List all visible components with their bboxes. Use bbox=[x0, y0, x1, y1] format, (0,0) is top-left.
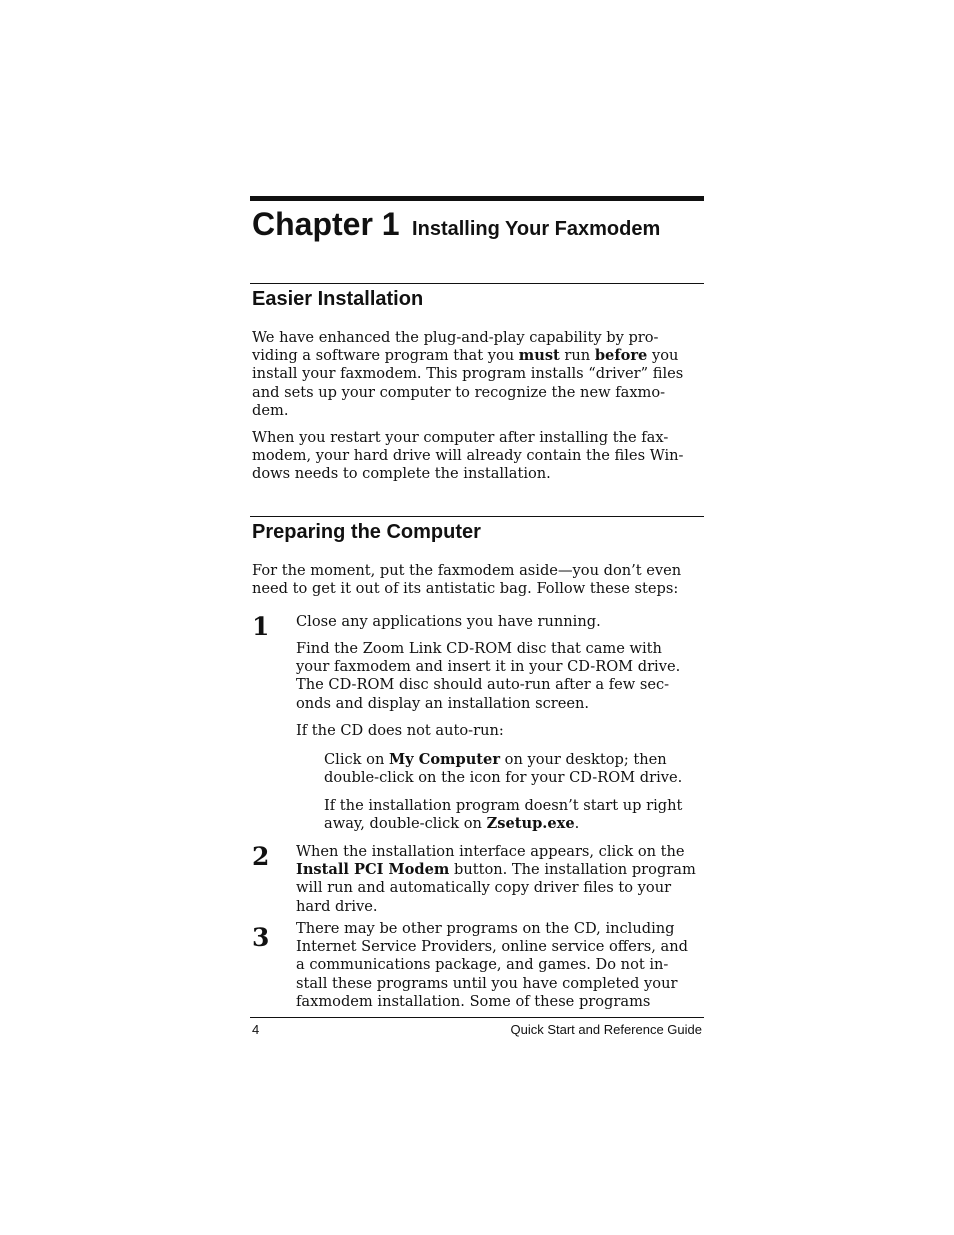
text-line: double-click on the icon for your CD-ROM drive. bbox=[324, 769, 683, 787]
step-text bbox=[296, 843, 696, 916]
section-heading: Easier Installation bbox=[252, 288, 424, 310]
text-line: and sets up your computer to recognize the new faxmo- bbox=[252, 383, 666, 401]
text-line: If the CD does not auto-run: bbox=[296, 722, 504, 739]
text-line: need to get it out of its antistatic bag. Follow these steps: bbox=[252, 580, 679, 598]
text-line: The CD-ROM disc should auto-run after a few sec- bbox=[296, 676, 670, 694]
text-line: If the installation program doesn’t start up right bbox=[324, 797, 683, 814]
text-line: away, double-click on Zsetup.exe. bbox=[324, 815, 580, 833]
step-number: 3 bbox=[252, 923, 270, 952]
text-line: dows needs to complete the installation. bbox=[252, 465, 551, 483]
sub-step-text bbox=[324, 751, 682, 787]
text-line: your faxmodem and insert it in your CD-ROM drive. bbox=[296, 658, 681, 676]
text-line: modem, your hard drive will already contain the files Win- bbox=[252, 447, 684, 465]
text-line: There may be other programs on the CD, including bbox=[296, 920, 675, 937]
text-line: will run and automatically copy driver files to your bbox=[296, 879, 672, 897]
step-number: 1 bbox=[252, 612, 270, 641]
section-heading: Preparing the Computer bbox=[252, 521, 481, 543]
text-line: Click on My Computer on your desktop; then bbox=[324, 751, 667, 768]
running-footer-title: Quick Start and Reference Guide bbox=[510, 1022, 702, 1037]
text-line: When you restart your computer after installing the fax- bbox=[252, 429, 669, 446]
chapter-number: Chapter 1 bbox=[252, 206, 400, 242]
text-line: hard drive. bbox=[296, 897, 378, 915]
text-line: viding a software program that you must run before you bbox=[252, 347, 679, 365]
text-line: a communications package, and games. Do not in- bbox=[296, 956, 669, 974]
step-text bbox=[296, 613, 601, 631]
text-line: install your faxmodem. This program installs “driver” files bbox=[252, 365, 684, 383]
step-text bbox=[296, 920, 688, 1011]
step-number: 2 bbox=[252, 842, 270, 871]
body-paragraph bbox=[252, 562, 681, 598]
chapter-heading bbox=[252, 204, 660, 244]
text-line: Install PCI Modem button. The installation program bbox=[296, 861, 696, 879]
text-line: For the moment, put the faxmodem aside—you don’t even bbox=[252, 562, 682, 579]
text-line: faxmodem installation. Some of these programs bbox=[296, 992, 651, 1010]
chapter-title: Installing Your Faxmodem bbox=[412, 218, 661, 240]
footer-rule bbox=[250, 1017, 704, 1018]
body-paragraph bbox=[252, 329, 683, 420]
text-line: Close any applications you have running. bbox=[296, 613, 601, 630]
chapter-rule bbox=[250, 196, 704, 201]
text-line: Internet Service Providers, online service offers, and bbox=[296, 938, 689, 956]
step-text bbox=[296, 722, 504, 740]
text-line: When the installation interface appears, click on the bbox=[296, 843, 685, 860]
text-line: We have enhanced the plug-and-play capability by pro- bbox=[252, 329, 659, 346]
section-rule bbox=[250, 283, 704, 284]
text-line: onds and display an installation screen. bbox=[296, 694, 590, 712]
section-rule bbox=[250, 516, 704, 517]
text-line: dem. bbox=[252, 401, 289, 419]
body-paragraph bbox=[252, 429, 683, 484]
text-line: stall these programs until you have completed your bbox=[296, 974, 678, 992]
text-line: Find the Zoom Link CD-ROM disc that came with bbox=[296, 640, 662, 657]
step-text bbox=[296, 640, 680, 713]
sub-step-text bbox=[324, 797, 682, 833]
page-number: 4 bbox=[252, 1022, 260, 1037]
